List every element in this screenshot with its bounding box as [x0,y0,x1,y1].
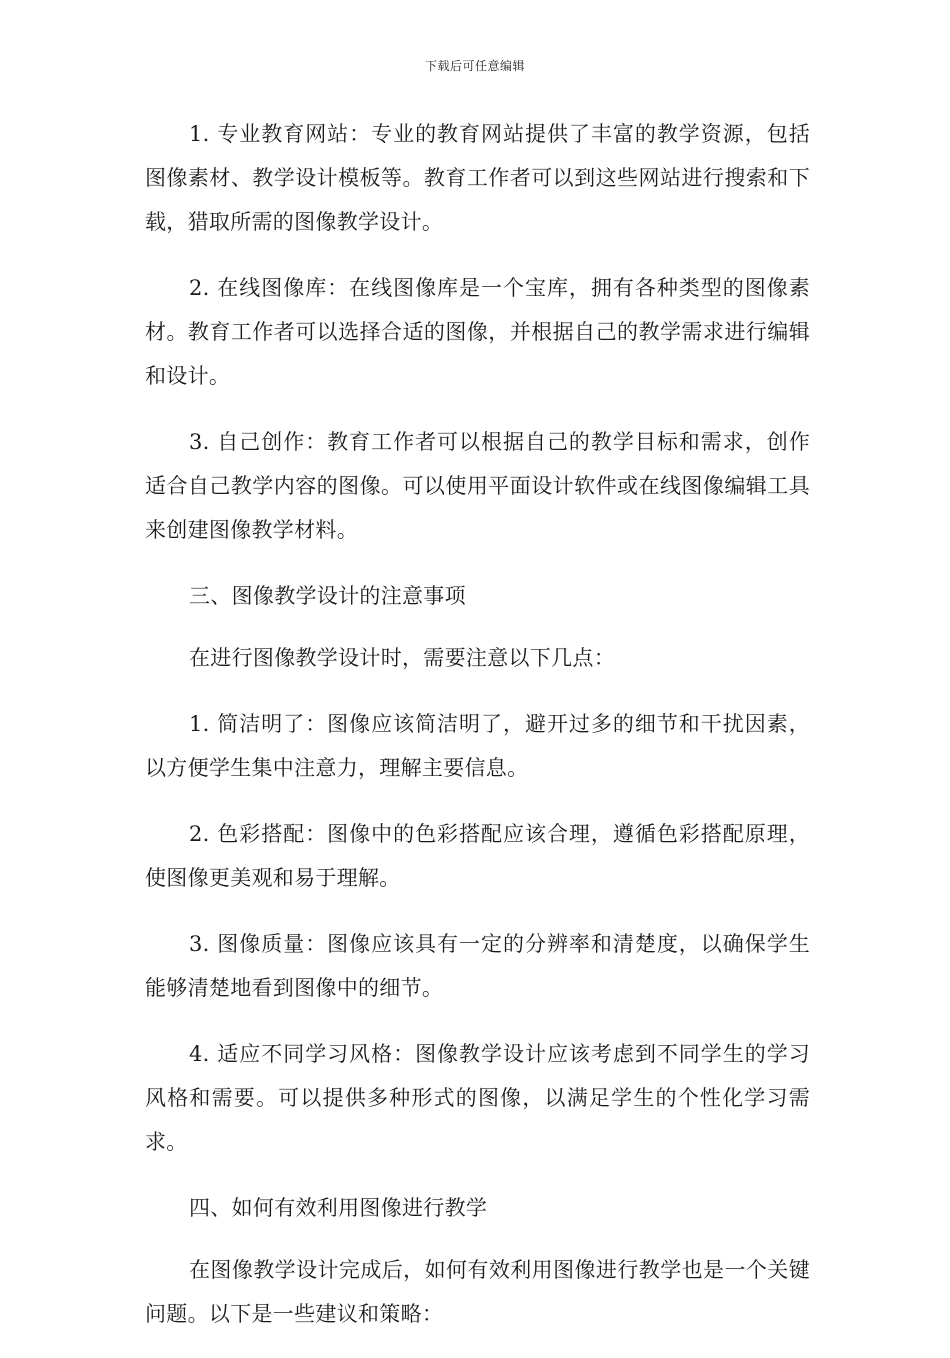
paragraph-concise-clear: 1. 简洁明了：图像应该简洁明了，避开过多的细节和干扰因素，以方便学生集中注意力，理解主要信息。 [145,712,810,780]
section-heading-effective-use: 四、如何有效利用图像进行教学 [189,1196,488,1220]
paragraph-image-quality: 3. 图像质量：图像应该具有一定的分辨率和清楚度，以确保学生能够清楚地看到图像中的细节。 [145,932,810,1000]
paragraph-self-creation: 3. 自己创作：教育工作者可以根据自己的教学目标和需求，创作适合自己教学内容的图像。可以使用平面设计软件或在线图像编辑工具来创建图像教学材料。 [145,430,810,542]
paragraph-online-image-library: 2. 在线图像库：在线图像库是一个宝库，拥有各种类型的图像素材。教育工作者可以选择合适的图像，并根据自己的教学需求进行编辑和设计。 [145,276,810,388]
section-heading-notes: 三、图像教学设计的注意事项 [189,584,466,608]
paragraph-effective-use-intro: 在图像教学设计完成后，如何有效利用图像进行教学也是一个关键问题。以下是一些建议和策略： [145,1258,810,1326]
paragraph-color-matching: 2. 色彩搭配：图像中的色彩搭配应该合理，遵循色彩搭配原理，使图像更美观和易于理解。 [145,822,810,890]
document-body [145,112,810,1358]
page-header: 下载后可任意编辑 [424,59,525,73]
paragraph-notes-intro: 在进行图像教学设计时，需要注意以下几点： [189,646,615,670]
paragraph-learning-styles: 4. 适应不同学习风格：图像教学设计应该考虑到不同学生的学习风格和需要。可以提供多种形式的图像，以满足学生的个性化学习需求。 [145,1042,810,1154]
paragraph-resource-websites: 1. 专业教育网站：专业的教育网站提供了丰富的教学资源，包括图像素材、教学设计模板等。教育工作者可以到这些网站进行搜索和下载，猎取所需的图像教学设计。 [145,122,810,234]
